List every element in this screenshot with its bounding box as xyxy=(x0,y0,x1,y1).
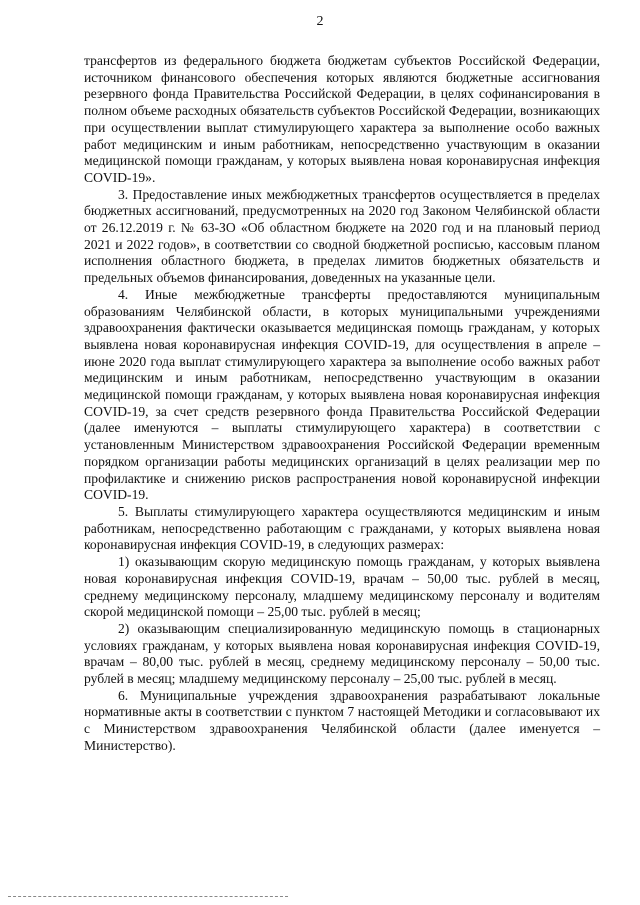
document-body xyxy=(84,53,600,755)
paragraph-item-5: 5. Выплаты стимулирующего характера осуществляются медицинским и иным работникам, непосредственно работающим с гражданами, у которых выявлена новая коронавирусная инфекция COVID-19, в следующих размерах: xyxy=(84,503,600,553)
page-number: 2 xyxy=(316,14,324,29)
paragraph-subitem-1: 1) оказывающим скорую медицинскую помощь гражданам, у которых выявлена новая коронавирусная инфекция COVID-19, врачам – 50,00 тыс. рублей в месяц, среднему медицинскому персоналу, младшему медицинскому персоналу и водителям скорой медицинской помощи – 25,00 тыс. рублей в месяц; xyxy=(84,554,600,620)
paragraph-item-3: 3. Предоставление иных межбюджетных трансфертов осуществляется в пределах бюджетных ассигнований, предусмотренных на 2020 год Законом Челябинской области от 26.12.2019 г. № 63-ЗО «Об областном бюджете на 2020 год и на плановый период 2021 и 2022 годов», в соответствии со сводной бюджетной росписью, кассовым планом исполнения областного бюджета, в пределах лимитов бюджетных обязательств и предельных объемов финансирования, доведенных на указанные цели. xyxy=(84,186,600,286)
paragraph-item-4: 4. Иные межбюджетные трансферты предоставляются муниципальным образованиям Челябинской области, в которых муниципальными учреждениями здравоохранения фактически оказывается медицинская помощь гражданам, у которых выявлена новая коронавирусная инфекция COVID-19, для осуществления в апреле – июне 2020 года выплат стимулирующего характера за выполнение особо важных работ медицинским и иным работникам, непосредственно участвующим в оказании медицинской помощи гражданам, у которых выявлена новая коронавирусная инфекция COVID-19, за счет средств резервного фонда Правительства Российской Федерации (далее именуются – выплаты стимулирующего характера) в соответствии с установленным Министерством здравоохранения Российской Федерации временным порядком организации работы медицинских организаций в целях реализации мер по профилактике и снижению рисков распространения новой коронавирусной инфекции COVID-19. xyxy=(84,286,600,503)
paragraph-item-6: 6. Муниципальные учреждения здравоохранения разрабатывают локальные нормативные акты в соответствии с пунктом 7 настоящей Методики и согласовывают их с Министерством здравоохранения Челябинской области (далее именуется – Министерство). xyxy=(84,687,600,753)
paragraph-transfer-continuation: трансфертов из федерального бюджета бюджетам субъектов Российской Федерации, источником финансового обеспечения которых являются бюджетные ассигнования резервного фонда Правительства Российской Федерации, в целях софинансирования в полном объеме расходных обязательств субъектов Российской Федерации, возникающих при осуществлении выплат стимулирующего характера за выполнение особо важных работ медицинским и иным работникам, непосредственно участвующим в оказании медицинской помощи гражданам, у которых выявлена новая коронавирусная инфекция COVID-19». xyxy=(84,53,600,185)
footer-scan-line xyxy=(8,896,288,897)
paragraph-subitem-2: 2) оказывающим специализированную медицинскую помощь в стационарных условиях гражданам, у которых выявлена новая коронавирусная инфекция COVID-19, врачам – 80,00 тыс. рублей в месяц, среднему медицинскому персоналу – 50,00 тыс. рублей в месяц; младшему медицинскому персоналу – 25,00 тыс. рублей в месяц. xyxy=(84,620,600,687)
